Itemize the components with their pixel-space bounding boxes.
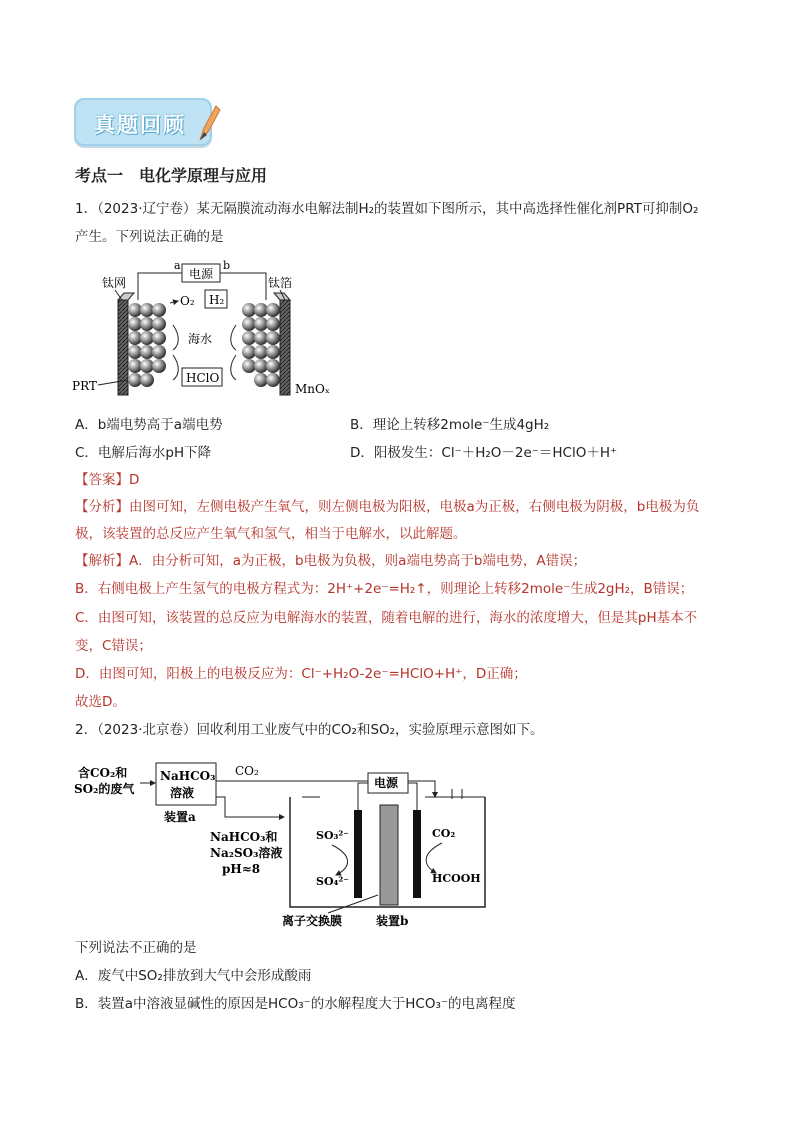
- q1-analysis-line2: 极，该装置的总反应产生氧气和氢气，相当于电解水，以此解题。: [75, 526, 467, 542]
- label-mid3: pH≈8: [222, 862, 261, 876]
- q1-stem-line1: 1．（2023·辽宁卷）某无隔膜流动海水电解法制H₂的装置如下图所示，其中高选择性催化剂PRT可抑制O₂: [75, 201, 699, 217]
- q1-option-d: D．阳极发生：Cl⁻＋H₂O－2e⁻＝HClO＋H⁺: [350, 445, 618, 461]
- label-hclo: HClO: [186, 371, 220, 385]
- label-so4: SO₄²⁻: [316, 875, 349, 888]
- q1-stem-line2: 产生。下列说法正确的是: [75, 229, 224, 245]
- q1-option-b: B．理论上转移2mole⁻生成4gH₂: [350, 417, 550, 433]
- solution-tag: 【解析】: [75, 553, 129, 569]
- solution-text: A．由分析可知，a为正极，b电极为负极，则a端电势高于b端电势，A错误；: [129, 553, 587, 569]
- recycling-diagram: [70, 755, 500, 930]
- q1-analysis-line1: [75, 497, 699, 517]
- q1-solution-line1: [75, 551, 586, 571]
- q2-stem: 2．（2023·北京卷）回收利用工业废气中的CO₂和SO₂，实验原理示意图如下。: [75, 722, 544, 738]
- power-label: 电源: [189, 267, 214, 281]
- q1-option-c: C．电解后海水pH下降: [75, 445, 212, 461]
- badge-title: 真题回顾: [94, 113, 186, 137]
- q1-solution-line3: C．由图可知，该装置的总反应为电解海水的装置，随着电解的进行，海水的浓度增大，但是其pH基本不: [75, 610, 698, 626]
- label-inlet2: SO₂的废气: [74, 782, 135, 796]
- q2-option-a: A．废气中SO₂排放到大气中会形成酸雨: [75, 968, 312, 984]
- label-power-2: 电源: [374, 776, 399, 790]
- terminal-b: b: [223, 259, 231, 272]
- label-mid1: NaHCO₃和: [210, 830, 278, 844]
- q1-solution-line2: B．右侧电极上产生氢气的电极方程式为：2H⁺+2e⁻=H₂↑，则理论上转移2mole⁻生成2gH₂，B错误；: [75, 581, 694, 597]
- label-mid2: Na₂SO₃溶液: [210, 846, 283, 860]
- label-device-b: 装置b: [376, 914, 409, 928]
- q1-solution-line6: 故选D。: [75, 694, 126, 710]
- label-nahco3: NaHCO₃: [160, 769, 216, 783]
- answer-value: D: [129, 472, 140, 488]
- label-inlet1: 含CO₂和: [78, 766, 128, 780]
- label-co2-right: CO₂: [432, 827, 456, 840]
- section-heading: 考点一 电化学原理与应用: [75, 166, 268, 185]
- q2-prompt: 下列说法不正确的是: [75, 940, 197, 956]
- label-mnox: MnOₓ: [295, 382, 330, 396]
- label-solution: 溶液: [170, 786, 195, 800]
- label-co2-top: CO₂: [235, 764, 259, 778]
- label-ti-mesh: 钛网: [102, 276, 127, 290]
- q2-option-b: B．装置a中溶液显碱性的原因是HCO₃⁻的水解程度大于HCO₃⁻的电离程度: [75, 996, 516, 1012]
- q1-option-a: A．b端电势高于a端电势: [75, 417, 223, 433]
- q1-solution-line5: D．由图可知，阳极上的电极反应为：Cl⁻+H₂O-2e⁻=HClO+H⁺，D正确；: [75, 666, 527, 682]
- label-ti-foil: 钛箔: [268, 276, 293, 290]
- analysis-tag: 【分析】: [75, 499, 129, 515]
- q1-solution-line4: 变，C错误；: [75, 638, 152, 654]
- label-prt: PRT: [72, 379, 97, 393]
- label-device-a: 装置a: [164, 810, 196, 824]
- label-h2: H₂: [209, 293, 225, 307]
- pencil-icon: [194, 102, 220, 144]
- section-badge: [74, 98, 212, 146]
- label-o2: O₂: [180, 294, 195, 308]
- label-so3: SO₃²⁻: [316, 829, 349, 842]
- label-seawater: 海水: [188, 332, 213, 346]
- label-membrane: 离子交换膜: [282, 914, 343, 928]
- anode: [354, 810, 362, 898]
- ion-exchange-membrane: [380, 805, 398, 905]
- analysis-text: 由图可知，左侧电极产生氧气，则左侧电极为阳极，电极a为正极，右侧电极为阴极，b电极为负: [129, 499, 700, 515]
- q1-answer: [75, 470, 139, 490]
- cathode: [413, 810, 421, 898]
- electrolysis-diagram: [70, 255, 330, 405]
- answer-tag: 【答案】: [75, 472, 129, 488]
- terminal-a: a: [174, 259, 181, 272]
- label-hcooh: HCOOH: [432, 872, 481, 885]
